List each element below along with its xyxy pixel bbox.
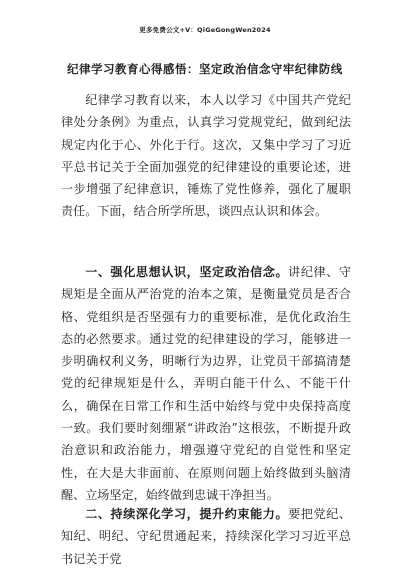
paragraph-text: 要把党纪、知纪、明纪、守纪贯通起来，持续深化学习习近平总书记关于党 (61, 507, 351, 566)
paragraph-text: 纪律学习教育以来，本人以学习《中国共产党纪律处分条例》为重点，认真学习党规党纪，做到纪法规定内化于心、外化于行。这次，又集中学习了习近平总书记关于全面加强党的纪律建设的重要论述，进一步增强了纪律意识，锤炼了党性修养，强化了履职责任。下面，结合所学所思，谈四点认识和体会。 (61, 93, 351, 219)
paragraph-section-two (61, 503, 351, 570)
paragraph-text: 讲纪律、守规矩是全面从严治党的治本之策，是衡量党员是否合格、党组织是否坚强有力的重要标准，是优化政治生态的必然要求。通过党的纪律建设的学习，能够进一步明确权利义务，明晰行为边界，让党员干部搞清楚党的纪律规矩是什么，弄明白能干什么、不能干什么，确保在日常工作和生活中始终与党中央保持高度一致。我们要时刻绷紧“讲政治”这根弦，不断提升政治意识和政治能力，增强遵守党纪的自觉性和坚定性，在大是大非面前、在原则问题上始终做到头脑清醒、立场坚定，始终做到忠诚干净担当。 (61, 265, 351, 502)
section-heading: 一、强化思想认识，坚定政治信念。 (85, 265, 289, 279)
paragraph-intro (61, 89, 351, 223)
document-title: 纪律学习教育心得感悟：坚定政治信念守牢纪律防线 (67, 62, 343, 76)
section-heading: 二、持续深化学习，提升约束能力。 (85, 507, 289, 521)
header-watermark: 更多免费公文+V：QiGeGongWen2024 (139, 26, 271, 34)
paragraph-section-one (61, 261, 351, 506)
